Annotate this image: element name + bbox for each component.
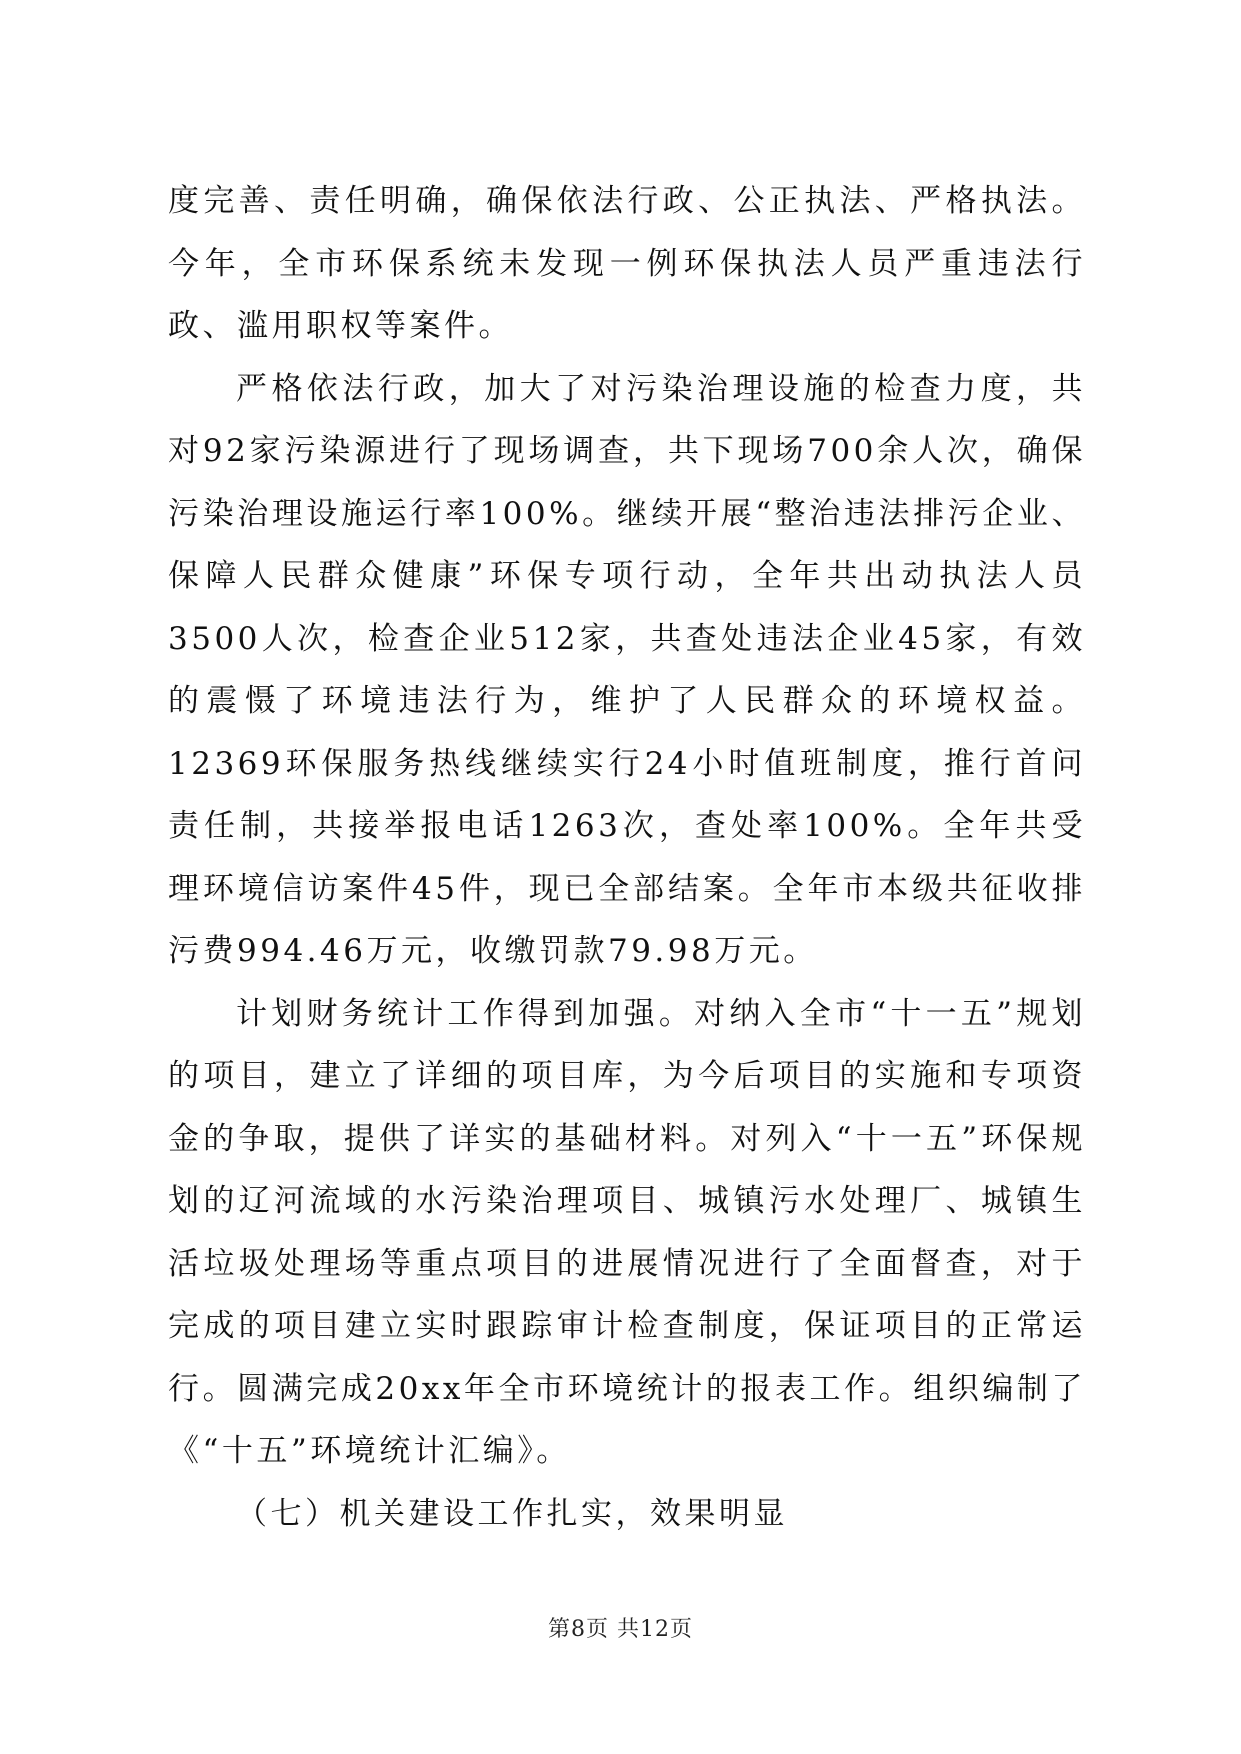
document-body: [168, 170, 1086, 1545]
paragraph-law-enforcement: 严格依法行政，加大了对污染治理设施的检查力度，共对92家污染源进行了现场调查，共下现场700余人次，确保污染治理设施运行率100%。继续开展“整治违法排污企业、保障人民群众健康”环保专项行动，全年共出动执法人员3500人次，检查企业512家，共查处违法企业45家，有效的震慑了环境违法行为，维护了人民群众的环境权益。12369环保服务热线继续实行24小时值班制度，推行首问责任制，共接举报电话1263次，查处率100%。全年共受理环境信访案件45件，现已全部结案。全年市本级共征收排污费994.46万元，收缴罚款79.98万元。: [168, 370, 1086, 969]
page-number-footer: 第8页 共12页: [548, 1617, 693, 1642]
paragraph-planning-finance: 计划财务统计工作得到加强。对纳入全市“十一五”规划的项目，建立了详细的项目库，为今后项目的实施和专项资金的争取，提供了详实的基础材料。对列入“十一五”环保规划的辽河流域的水污染治理项目、城镇污水处理厂、城镇生活垃圾处理场等重点项目的进展情况进行了全面督查，对于完成的项目建立实时跟踪审计检查制度，保证项目的正常运行。圆满完成20xx年全市环境统计的报表工作。组织编制了《“十五”环境统计汇编》。: [168, 995, 1086, 1469]
paragraph-continued: 度完善、责任明确，确保依法行政、公正执法、严格执法。今年，全市环保系统未发现一例环保执法人员严重违法行政、滥用职权等案件。: [168, 183, 1086, 344]
section-heading: （七）机关建设工作扎实，效果明显: [236, 1495, 788, 1532]
